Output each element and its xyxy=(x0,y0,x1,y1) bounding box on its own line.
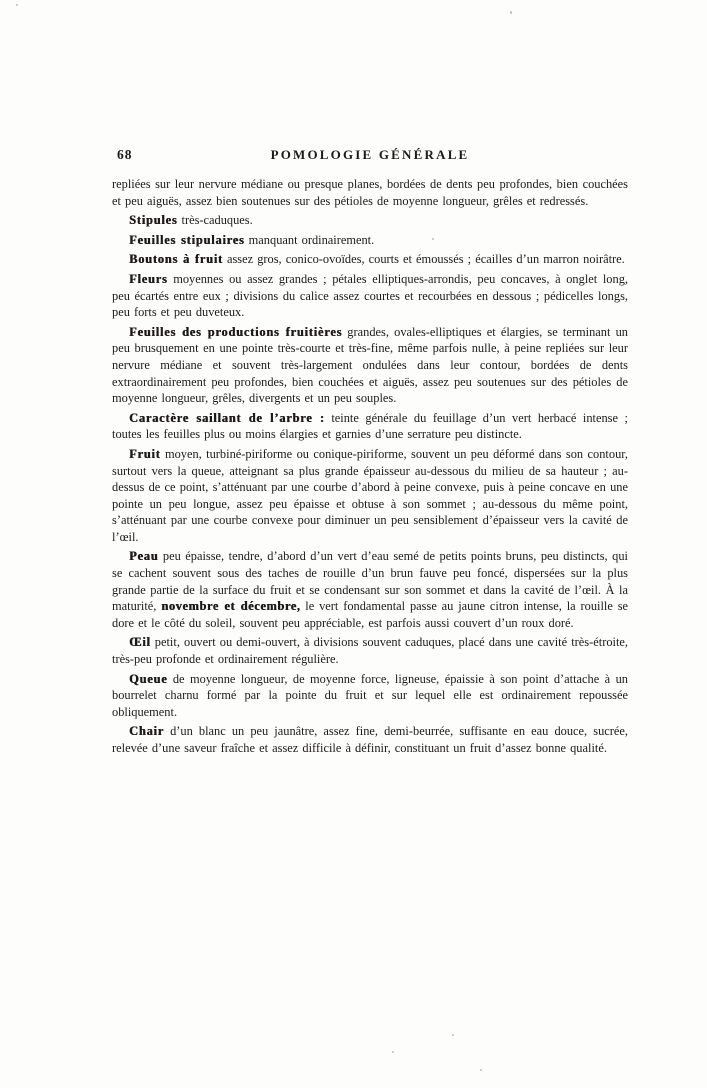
paragraph-headword: Fruit xyxy=(129,446,161,461)
paragraph-chair xyxy=(112,723,628,756)
paragraph-caractere-saillant xyxy=(112,410,628,443)
paragraph-headword: Boutons à fruit xyxy=(129,252,223,267)
paragraph-text: moyen, turbiné-piriforme ou conique-piriforme, souvent un peu déformé dans son contour, surtout vers la queue, atteignant sa plus grande épaisseur au-dessous du milieu de sa hauteur ; au-dessus de ce point, s’atténuant par une courbe d’abord à peine convexe, puis à peine concave en une pointe un peu longue, assez peu épaisse et obtuse à son sommet ; au-dessous du même point, s’atténuant par une courbe convexe pour diminuer un peu sensiblement d’épaisseur vers la cavité de l’œil. xyxy=(112,446,628,544)
paragraph-headword: Feuilles des productions fruitières xyxy=(129,324,343,339)
paragraph-inline-bold: novembre et décembre, xyxy=(161,599,301,614)
paragraph-headword: Peau xyxy=(129,549,159,564)
paragraph-text: d’un blanc un peu jaunâtre, assez fine, demi-beurrée, suffisante en eau douce, sucrée, relevée d’une saveur fraîche et assez difficile à définir, constituant un fruit d’assez bonne qualité. xyxy=(112,724,628,755)
paragraph-fleurs xyxy=(112,271,628,321)
paragraph-text: manquant ordinairement. xyxy=(244,232,375,247)
paragraph-text: le vert fondamental passe au jaune citron intense, la rouille se dore et le côté du soleil, souvent peu appréciable, est parfois aussi couvert d’un roux doré. xyxy=(112,599,629,630)
paragraph-oeil xyxy=(112,634,628,667)
scan-speck xyxy=(480,1069,482,1071)
paragraph-stipules xyxy=(112,212,628,229)
paragraph-headword: Caractère saillant de l’arbre : xyxy=(129,410,325,425)
page-number: 68 xyxy=(117,147,133,162)
scan-speck xyxy=(392,1051,394,1053)
paragraph-text: grandes, ovales-elliptiques et élargies, se terminant un peu brusquement en une pointe très-courte et très-fine, même parfois nulle, à peine repliées sur leur nervure médiane et souvent très-largement ondulées dans leur contour, bordées de dents extraordinairement peu profondes, bien couchées et aiguës, assez peu soutenues sur des pétioles de moyenne longueur, grêles, divergents et un peu souples. xyxy=(112,324,628,406)
scan-speck xyxy=(16,4,18,6)
paragraph-headword: Fleurs xyxy=(129,271,168,286)
paragraph-text: assez gros, conico-ovoïdes, courts et émoussés ; écailles d’un marron noirâtre. xyxy=(222,252,625,267)
paragraph-peau xyxy=(112,548,628,631)
paragraph-text: teinte générale du feuillage d’un vert herbacé intense ; toutes les feuilles plus ou moins élargies et garnies d’une serrature peu distincte. xyxy=(112,410,628,442)
paragraph-text: de moyenne longueur, de moyenne force, ligneuse, épaissie à son point d’attache à un bourrelet charnu formé par la pointe du fruit et sur lequel elle est ordinairement repoussée obliquement. xyxy=(112,671,628,719)
paragraph-headword: Feuilles stipulaires xyxy=(129,232,245,247)
paragraph-feuilles-stipulaires xyxy=(112,232,628,249)
text-block xyxy=(112,147,628,760)
paragraph-text: petit, ouvert ou demi-ouvert, à divisions souvent caduques, placé dans une cavité très-étroite, très-peu profonde et ordinairement régulière. xyxy=(112,635,628,667)
paragraph-headword: Œil xyxy=(129,635,151,650)
paragraph-text: très-caduques. xyxy=(177,213,253,228)
paragraph-queue xyxy=(112,671,628,721)
paragraph-text: peu épaisse, tendre, d’abord d’un vert d’eau semé de petits points bruns, peu distincts, qui se cachent souvent sous des taches de rouille d’un brun fauve peu foncé, dispersées sur la plus grande partie de la surface du fruit et se condensant sur son sommet et dans la cavité de l’œil. À la maturité, xyxy=(112,549,628,614)
running-head xyxy=(112,147,628,167)
scan-speck xyxy=(452,1034,454,1036)
paragraph-feuilles-productions xyxy=(112,324,628,407)
paragraph-headword: Queue xyxy=(129,671,168,686)
scan-speck xyxy=(510,11,512,14)
paragraph-continuation xyxy=(112,176,628,209)
paragraph-headword: Stipules xyxy=(129,213,178,228)
running-title: POMOLOGIE GÉNÉRALE xyxy=(270,147,470,162)
paragraph-text: moyennes ou assez grandes ; pétales elliptiques-arrondis, peu concaves, à onglet long, peu écartés entre eux ; divisions du calice assez courtes et recourbées en dessous ; pédicelles longs, peu forts et peu duveteux. xyxy=(112,271,628,320)
paragraph-headword: Chair xyxy=(129,724,164,739)
paragraph-boutons-a-fruit xyxy=(112,251,628,268)
paragraph-text: repliées sur leur nervure médiane ou presque planes, bordées de dents peu profondes, bien couchées et peu aiguës, assez bien soutenues sur des pétioles de moyenne longueur, grêles et redressés. xyxy=(112,177,628,208)
paragraph-fruit xyxy=(112,446,628,546)
